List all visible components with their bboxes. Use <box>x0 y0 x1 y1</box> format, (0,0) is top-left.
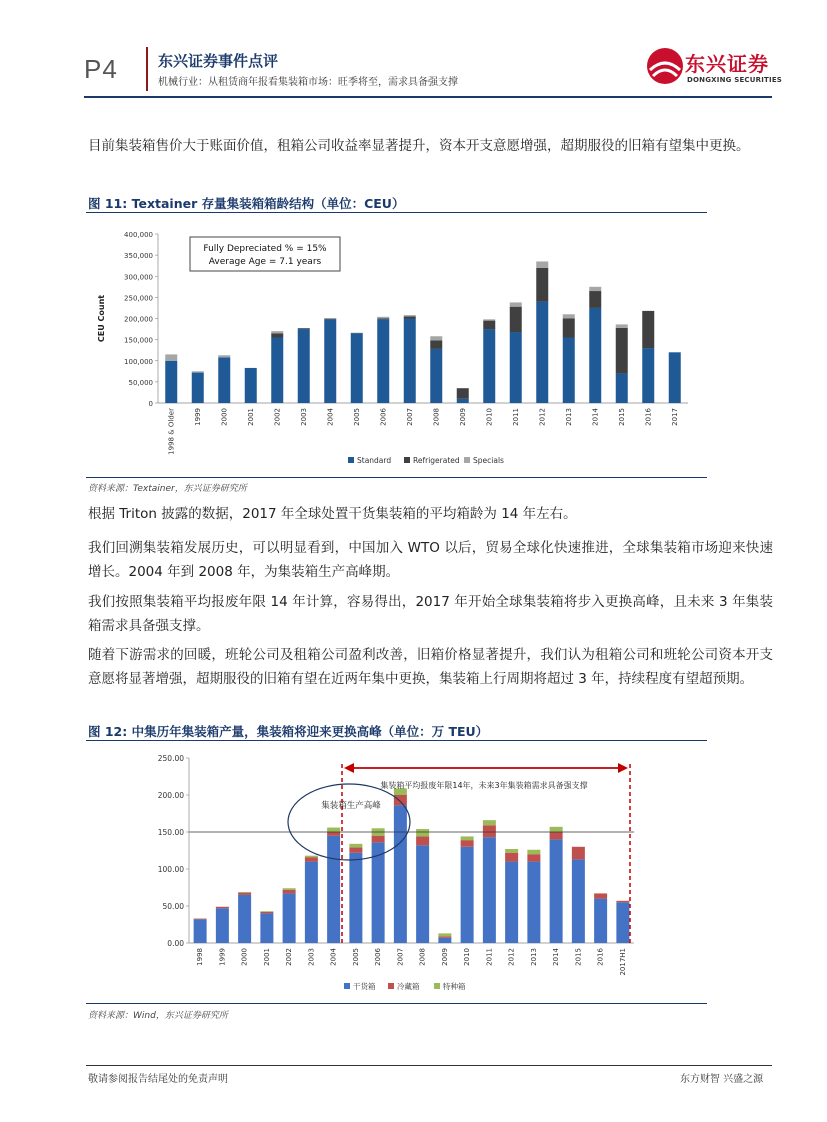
bar-干货箱 <box>572 859 585 943</box>
bar-Refrigerated <box>324 319 336 320</box>
bar-Refrigerated <box>642 311 654 348</box>
peak-ellipse <box>288 784 410 860</box>
bar-冷藏箱 <box>260 912 273 913</box>
bar-冷藏箱 <box>216 907 229 908</box>
x-tick-label: 2006 <box>374 948 383 966</box>
paragraph-2: 根据 Triton 披露的数据，2017 年全球处置干货集装箱的平均箱龄为 14 年左右。 <box>88 506 577 522</box>
y-tick-label: 250,000 <box>124 294 153 303</box>
bar-特种箱 <box>416 829 429 836</box>
bar-Standard <box>510 332 522 403</box>
bar-Refrigerated <box>377 319 389 320</box>
bar-冷藏箱 <box>483 825 496 837</box>
x-tick-label: 2010 <box>463 948 472 966</box>
ellipse-annotation: 集装箱生产高峰 <box>321 801 381 811</box>
bar-Standard <box>218 357 230 403</box>
arrow-head-right <box>618 763 628 773</box>
bar-Refrigerated <box>510 307 522 332</box>
bar-Standard <box>669 352 681 403</box>
x-tick-label: 2017H1 <box>618 948 627 976</box>
bar-特种箱 <box>527 850 540 854</box>
bar-特种箱 <box>327 828 340 832</box>
y-tick-label: 0.00 <box>167 939 184 948</box>
legend-swatch <box>404 457 410 463</box>
bar-Specials <box>430 336 442 340</box>
legend-swatch <box>434 983 440 989</box>
paragraph-3: 我们回溯集装箱发展历史，可以明显看到，中国加入 WTO 以后，贸易全球化快速推进，全球集装箱市场迎来快速增长。2004 年到 2008 年，为集装箱生产高峰期。 <box>88 540 773 580</box>
bar-干货箱 <box>594 899 607 943</box>
bar-Standard <box>404 319 416 404</box>
bar-冷藏箱 <box>283 890 296 894</box>
y-tick-label: 150,000 <box>124 336 153 345</box>
bar-Specials <box>536 261 548 267</box>
bar-Standard <box>563 338 575 403</box>
paragraph-1: 目前集装箱售价大于账面价值，租箱公司收益率显著提升，资本开支意愿增强，超期服役的旧箱有望集中更换。 <box>88 138 750 154</box>
bar-干货箱 <box>238 895 251 943</box>
y-tick-label: 50,000 <box>128 378 153 387</box>
bar-干货箱 <box>216 908 229 943</box>
x-tick-label: 2009 <box>458 408 467 426</box>
x-tick-label: 1998 & Older <box>167 408 176 455</box>
x-tick-label: 2014 <box>552 948 561 966</box>
bar-冷藏箱 <box>238 893 251 895</box>
x-tick-label: 2006 <box>379 408 388 426</box>
bar-Standard <box>351 333 363 403</box>
figure-11-bottom-rule <box>86 477 707 478</box>
x-tick-label: 2003 <box>299 408 308 426</box>
bar-干货箱 <box>461 847 474 943</box>
bar-Standard <box>298 329 310 403</box>
bar-Refrigerated <box>271 333 283 337</box>
bar-冷藏箱 <box>527 854 540 861</box>
bar-冷藏箱 <box>305 857 318 861</box>
bar-冷藏箱 <box>461 840 474 847</box>
figure-11-title: 图 11: Textainer 存量集装箱箱龄结构（单位：CEU） <box>88 196 405 211</box>
bar-Specials <box>377 317 389 319</box>
x-tick-label: 2000 <box>240 948 249 966</box>
x-tick-label: 2013 <box>564 408 573 426</box>
figure-11-source: 资料来源：Textainer，东兴证券研究所 <box>88 484 247 494</box>
bar-Specials <box>483 319 495 320</box>
bar-Specials <box>616 324 628 327</box>
bar-Standard <box>642 348 654 403</box>
x-tick-label: 2011 <box>485 948 494 966</box>
bar-冷藏箱 <box>438 936 451 937</box>
y-tick-label: 350,000 <box>124 252 153 261</box>
bar-冷藏箱 <box>372 836 385 843</box>
x-tick-label: 1999 <box>193 408 202 426</box>
logo-text-cn: 东兴证券 <box>685 52 769 76</box>
bar-Standard <box>377 319 389 403</box>
x-tick-label: 2004 <box>326 408 335 426</box>
y-tick-label: 400,000 <box>124 231 153 239</box>
page-number: P4 <box>84 54 118 84</box>
bar-Standard <box>192 373 204 403</box>
y-tick-label: 200,000 <box>124 315 153 324</box>
x-tick-label: 2000 <box>220 408 229 426</box>
x-tick-label: 2012 <box>507 948 516 966</box>
bar-Refrigerated <box>616 328 628 374</box>
x-tick-label: 2007 <box>405 408 414 426</box>
bar-干货箱 <box>283 893 296 943</box>
x-tick-label: 2005 <box>352 408 361 426</box>
x-tick-label: 2003 <box>307 948 316 966</box>
legend-swatch <box>348 457 354 463</box>
bar-特种箱 <box>238 892 251 893</box>
header-rule <box>84 96 772 98</box>
y-tick-label: 0 <box>148 400 153 408</box>
bar-特种箱 <box>283 888 296 889</box>
x-tick-label: 2008 <box>432 408 441 426</box>
bar-Standard <box>430 349 442 403</box>
bar-干货箱 <box>327 836 340 943</box>
bar-冷藏箱 <box>550 832 563 839</box>
textainer-age-chart <box>86 222 706 474</box>
x-tick-label: 1999 <box>218 948 227 966</box>
bar-特种箱 <box>483 820 496 825</box>
figure-12-source: 资料来源：Wind，东兴证券研究所 <box>88 1011 228 1021</box>
bar-Standard <box>536 302 548 403</box>
bar-干货箱 <box>194 919 207 943</box>
bar-冷藏箱 <box>616 901 629 902</box>
y-tick-label: 200.00 <box>157 791 184 800</box>
bar-特种箱 <box>438 933 451 936</box>
y-tick-label: 250.00 <box>157 754 184 763</box>
legend-label: 干货箱 <box>353 982 376 991</box>
x-tick-label: 2016 <box>596 948 605 966</box>
x-tick-label: 2008 <box>418 948 427 966</box>
bar-冷藏箱 <box>416 836 429 845</box>
bar-Standard <box>324 319 336 403</box>
bar-特种箱 <box>260 911 273 912</box>
bar-Specials <box>589 287 601 291</box>
legend-swatch <box>464 457 470 463</box>
bar-干货箱 <box>416 845 429 943</box>
arrow-annotation: 集装箱平均报废年限14年，未来3年集装箱需求具备强支撑 <box>380 781 588 790</box>
legend-swatch <box>388 983 394 989</box>
x-tick-label: 2015 <box>574 948 583 966</box>
bar-特种箱 <box>349 844 362 848</box>
paragraph-4: 我们按照集装箱平均报废年限 14 年计算，容易得出，2017 年开始全球集装箱将步入更换高峰，且未来 3 年集装箱需求具备强支撑。 <box>88 594 773 634</box>
bar-特种箱 <box>550 827 563 832</box>
footer-rule <box>86 1065 772 1066</box>
x-tick-label: 2002 <box>285 948 294 966</box>
x-tick-label: 2011 <box>511 408 520 426</box>
x-tick-label: 2017 <box>670 408 679 426</box>
bar-Refrigerated <box>404 316 416 318</box>
legend-label: Refrigerated <box>413 456 460 465</box>
bar-干货箱 <box>550 839 563 943</box>
bar-干货箱 <box>305 862 318 943</box>
x-tick-label: 2001 <box>246 408 255 426</box>
bar-Refrigerated <box>589 291 601 308</box>
legend-label: Standard <box>357 456 392 465</box>
bar-冷藏箱 <box>572 847 585 860</box>
bar-冷藏箱 <box>327 832 340 836</box>
bar-Standard <box>165 361 177 403</box>
bar-干货箱 <box>483 837 496 943</box>
report-subtitle: 机械行业：从租赁商年报看集装箱市场：旺季将至，需求具备强支撑 <box>158 77 458 88</box>
annotation-line-1: Fully Depreciated % = 15% <box>203 244 327 254</box>
y-tick-label: 50.00 <box>162 902 184 911</box>
figure-12-bottom-rule <box>86 1003 707 1004</box>
y-axis-label: CEU Count <box>97 294 106 343</box>
bar-Standard <box>457 399 469 403</box>
bar-干货箱 <box>394 805 407 943</box>
bar-Standard <box>589 308 601 403</box>
bar-冷藏箱 <box>349 848 362 853</box>
x-tick-label: 2005 <box>351 948 360 966</box>
x-tick-label: 1998 <box>196 948 205 966</box>
legend-swatch <box>344 983 350 989</box>
x-tick-label: 2007 <box>396 948 405 966</box>
figure-12-rule <box>86 740 707 741</box>
y-tick-label: 100.00 <box>157 865 184 874</box>
bar-Specials <box>165 354 177 360</box>
x-tick-label: 2016 <box>644 408 653 426</box>
bar-特种箱 <box>305 856 318 857</box>
footer-disclaimer: 敬请参阅报告结尾处的免责声明 <box>88 1074 228 1085</box>
bar-Standard <box>245 368 257 403</box>
bar-Refrigerated <box>430 340 442 348</box>
bar-Standard <box>616 373 628 403</box>
bar-Specials <box>218 355 230 357</box>
paragraph-5: 随着下游需求的回暖，班轮公司及租箱公司盈利改善，旧箱价格显著提升，我们认为租箱公司和班轮公司资本开支意愿将显著增强，超期服役的旧箱有望在近两年集中更换，集装箱上行周期将超过 3 年，持续程度有望超预期。 <box>88 647 773 687</box>
annotation-line-2: Average Age = 7.1 years <box>208 257 322 267</box>
x-tick-label: 2013 <box>529 948 538 966</box>
bar-Specials <box>192 371 204 372</box>
bar-干货箱 <box>505 862 518 943</box>
footer-slogan: 东方财智 兴盛之源 <box>680 1074 764 1085</box>
legend-label: 特种箱 <box>443 982 466 991</box>
bar-Standard <box>271 338 283 403</box>
bar-冷藏箱 <box>505 853 518 862</box>
x-tick-label: 2012 <box>538 408 547 426</box>
bar-特种箱 <box>505 849 518 853</box>
legend-label: Specials <box>473 456 504 465</box>
bar-Refrigerated <box>457 388 469 399</box>
report-title: 东兴证券事件点评 <box>158 52 279 70</box>
bar-特种箱 <box>461 836 474 840</box>
bar-冷藏箱 <box>394 795 407 805</box>
bar-Refrigerated <box>483 321 495 329</box>
bar-干货箱 <box>438 938 451 943</box>
bar-干货箱 <box>616 902 629 943</box>
legend-label: 冷藏箱 <box>397 982 420 991</box>
logo-text-en: DONGXING SECURITIES <box>687 76 783 84</box>
x-tick-label: 2014 <box>591 408 600 426</box>
bar-干货箱 <box>527 862 540 943</box>
bar-干货箱 <box>260 913 273 943</box>
header-divider <box>146 47 148 91</box>
figure-11-rule <box>86 212 707 213</box>
y-tick-label: 150.00 <box>157 828 184 837</box>
x-tick-label: 2009 <box>440 948 449 966</box>
bar-Specials <box>271 331 283 333</box>
cimc-output-chart <box>86 748 706 1000</box>
arrow-head-left <box>344 763 354 773</box>
x-tick-label: 2002 <box>273 408 282 426</box>
y-tick-label: 300,000 <box>124 273 153 282</box>
x-tick-label: 2010 <box>485 408 494 426</box>
x-tick-label: 2001 <box>262 948 271 966</box>
bar-Refrigerated <box>563 319 575 338</box>
bar-干货箱 <box>349 853 362 943</box>
bar-Specials <box>404 315 416 316</box>
bar-Refrigerated <box>536 268 548 302</box>
x-tick-label: 2004 <box>329 948 338 966</box>
bar-Standard <box>483 329 495 403</box>
figure-12-title: 图 12: 中集历年集装箱产量，集装箱将迎来更换高峰（单位：万 TEU） <box>88 724 489 739</box>
bar-Specials <box>563 314 575 318</box>
y-tick-label: 100,000 <box>124 357 153 366</box>
bar-Refrigerated <box>298 328 310 329</box>
bar-冷藏箱 <box>594 893 607 898</box>
bar-冷藏箱 <box>194 919 207 920</box>
bar-Specials <box>510 302 522 306</box>
x-tick-label: 2015 <box>617 408 626 426</box>
